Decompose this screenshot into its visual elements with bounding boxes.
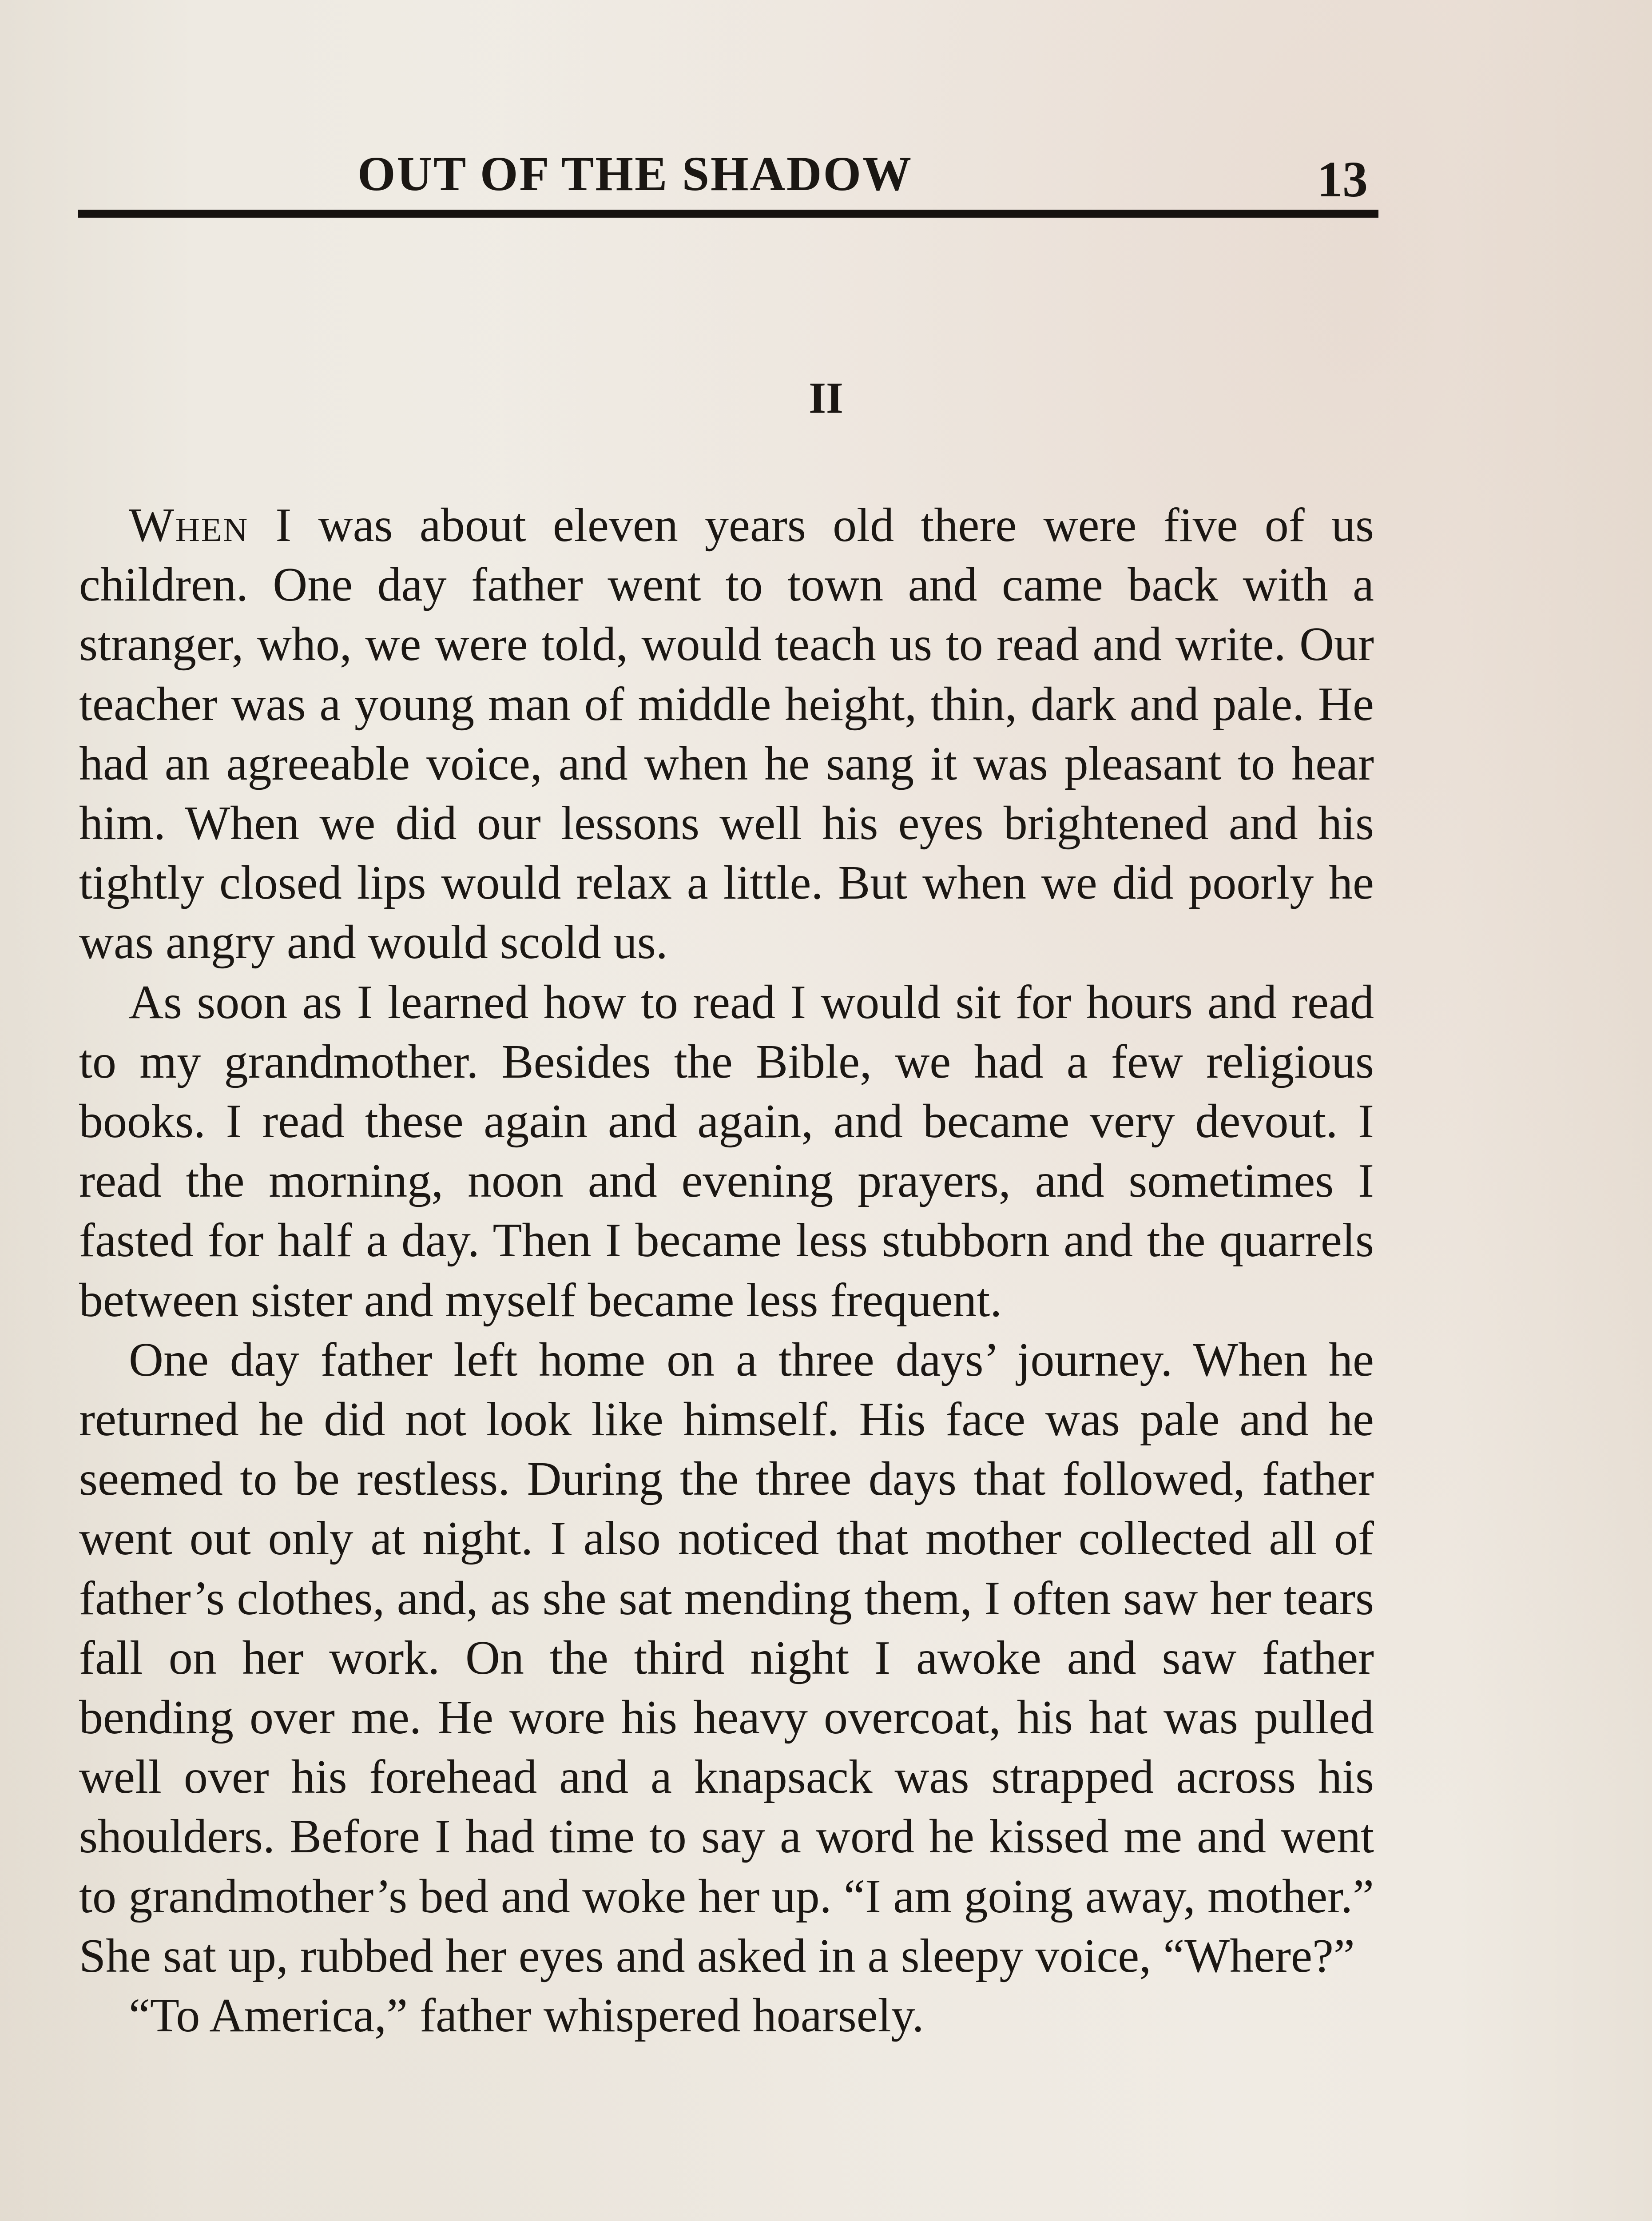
paragraph-lead-word: When — [129, 499, 249, 552]
paragraph — [79, 973, 1374, 1330]
chapter-number: II — [809, 373, 843, 422]
paragraph-text: “To America,” father whispered hoarsely. — [129, 1989, 924, 2042]
running-head — [78, 141, 1378, 208]
running-title: OUT OF THE SHADOW — [357, 147, 913, 201]
paragraph-text: I was about eleven years old there were five of us children. One day father went to town and came back with a stranger, who, we were told, would teach us to read and write. Our teacher was a young man of middle height, thin, dark and pale. He had an agreeable voice, and when he sang it was pleasant to hear him. When we did our lessons well his eyes brightened and his tightly closed lips would relax a little. But when we did poorly he was angry and would scold us. — [79, 499, 1374, 969]
page-number: 13 — [1317, 151, 1368, 207]
body-text — [79, 496, 1374, 2046]
paragraph-text: One day father left home on a three days’ journey. When he returned he did not look like himself. His face was pale and he seemed to be restless. During the three days that followed, father went out only at night. I also noticed that mother collected all of father’s clothes, and, as she sat mending them, I often saw her tears fall on her work. On the third night I awoke and saw father bending over me. He wore his heavy overcoat, his hat was pulled well over his forehead and a knapsack was strapped across his shoulders. Before I had time to say a word he kissed me and went to grandmother’s bed and woke her up. “I am going away, mother.” She sat up, rubbed her eyes and asked in a sleepy voice, “Where?” — [79, 1333, 1374, 1982]
paragraph — [79, 1986, 1374, 2046]
paragraph — [79, 1330, 1374, 1986]
header-rule — [78, 210, 1378, 218]
paragraph — [79, 496, 1374, 973]
paragraph-text: As soon as I learned how to read I would sit for hours and read to my grandmother. Besides the Bible, we had a few religious books. I read these again and again, and became very devout. I read the morning, noon and evening prayers, and sometimes I fasted for half a day. Then I became less stubborn and the quarrels between sister and myself became less frequent. — [79, 975, 1374, 1327]
